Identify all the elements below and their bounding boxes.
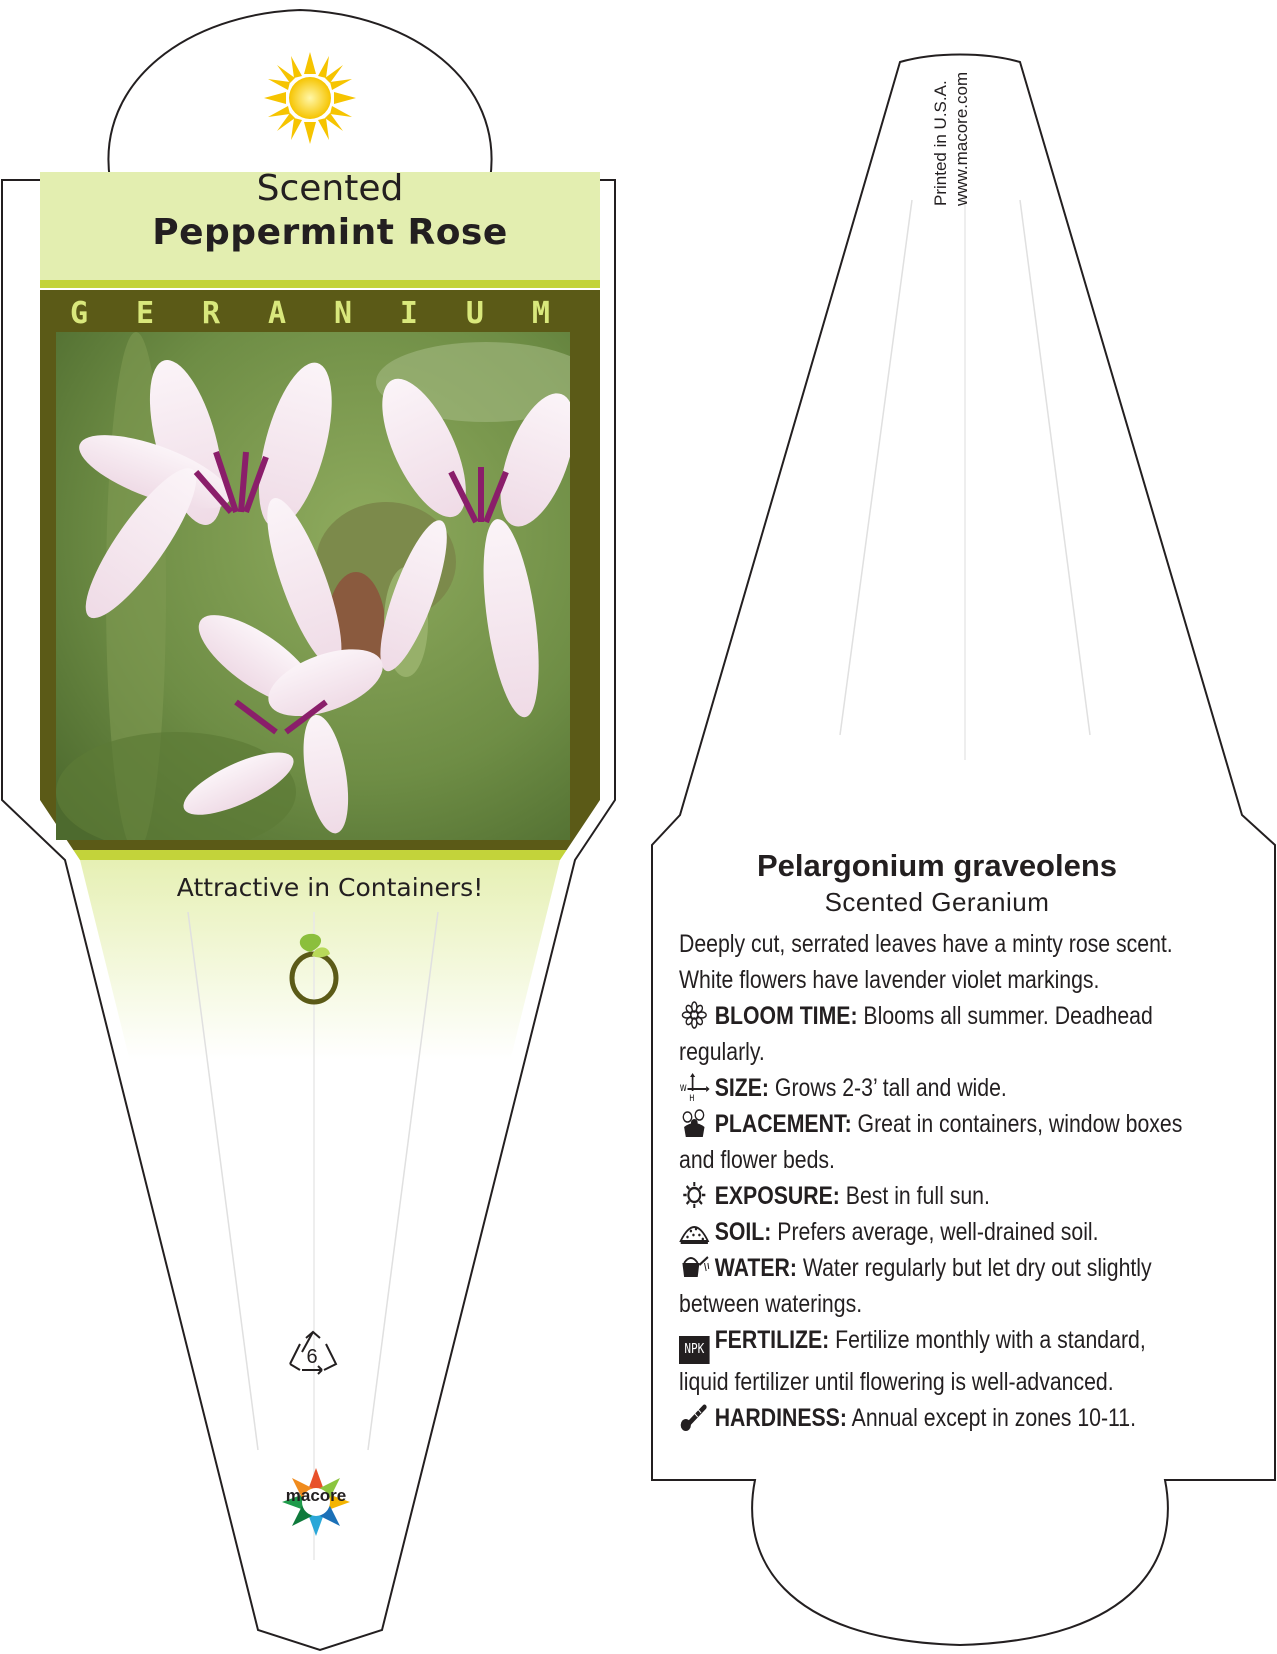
brand-name: macore xyxy=(285,1486,347,1505)
printed-in: Printed in U.S.A. xyxy=(931,80,950,206)
care-soil xyxy=(679,1214,1241,1250)
flower-icon xyxy=(679,1001,710,1029)
care-bloom-time xyxy=(679,998,1241,1034)
title-line-2: Peppermint Rose xyxy=(152,212,508,253)
svg-text:H: H xyxy=(689,1092,695,1101)
care-text-continued: liquid fertilizer until flowering is well-advanced. xyxy=(679,1368,1114,1396)
care-label: EXPOSURE: xyxy=(714,1182,840,1210)
care-text: Blooms all summer. Deadhead xyxy=(863,1002,1153,1030)
category-letter: G xyxy=(70,296,89,331)
care-exposure xyxy=(679,1178,1241,1214)
category-letter: M xyxy=(531,296,550,331)
npk-icon xyxy=(679,1336,710,1364)
care-text-continued: regularly. xyxy=(679,1038,765,1066)
plant-description xyxy=(679,926,1239,1436)
care-placement xyxy=(679,1106,1241,1142)
care-label: HARDINESS: xyxy=(714,1404,847,1432)
category-letter: A xyxy=(267,296,287,331)
leaf-logo-icon xyxy=(284,928,342,1006)
care-label: WATER: xyxy=(714,1254,797,1282)
title-line-1: Scented xyxy=(256,168,404,209)
description-line: Deeply cut, serrated leaves have a minty rose scent. xyxy=(679,930,1173,958)
sun-icon xyxy=(679,1181,710,1209)
category-letter: R xyxy=(201,296,221,331)
care-text: Prefers average, well-drained soil. xyxy=(777,1218,1099,1246)
care-text: Best in full sun. xyxy=(845,1182,990,1210)
care-label: PLACEMENT: xyxy=(714,1110,852,1138)
category-banner xyxy=(70,296,550,331)
watering-can-icon xyxy=(679,1253,710,1281)
care-water xyxy=(679,1250,1241,1286)
category-letter: N xyxy=(333,296,352,331)
care-text: Grows 2-3’ tall and wide. xyxy=(774,1074,1007,1102)
svg-text:W: W xyxy=(679,1082,687,1094)
care-size xyxy=(679,1070,1241,1106)
category-letter: E xyxy=(135,296,155,331)
size-icon xyxy=(679,1073,710,1101)
description-line: White flowers have lavender violet markings. xyxy=(679,966,1100,994)
flower-photo xyxy=(56,332,570,840)
care-label: SIZE: xyxy=(714,1074,770,1102)
care-fertilize xyxy=(679,1322,1241,1364)
tagline: Attractive in Containers! xyxy=(176,873,484,902)
botanical-name: Pelargonium graveolens xyxy=(756,848,1118,883)
thermometer-icon xyxy=(679,1403,710,1431)
care-label: FERTILIZE: xyxy=(714,1326,830,1354)
website: www.macore.com xyxy=(952,71,971,206)
care-text-continued: and flower beds. xyxy=(679,1146,835,1174)
care-text: Great in containers, window boxes xyxy=(857,1110,1183,1138)
print-info xyxy=(930,72,972,206)
category-letter: U xyxy=(465,296,484,331)
care-text: Water regularly but let dry out slightly xyxy=(802,1254,1152,1282)
category-letter: I xyxy=(399,296,418,331)
care-text-continued: between waterings. xyxy=(679,1290,863,1318)
common-name: Scented Geranium xyxy=(824,887,1050,917)
sun-icon xyxy=(264,52,356,144)
care-label: SOIL: xyxy=(714,1218,772,1246)
care-text: Fertilize monthly with a standard, xyxy=(835,1326,1146,1354)
recycle-number: 6 xyxy=(306,1346,318,1368)
soil-icon xyxy=(679,1217,710,1245)
placement-icon xyxy=(679,1109,710,1137)
care-hardiness xyxy=(679,1400,1241,1436)
npk-label: NPK xyxy=(684,1342,705,1357)
care-text: Annual except in zones 10-11. xyxy=(851,1404,1137,1432)
care-label: BLOOM TIME: xyxy=(714,1002,858,1030)
